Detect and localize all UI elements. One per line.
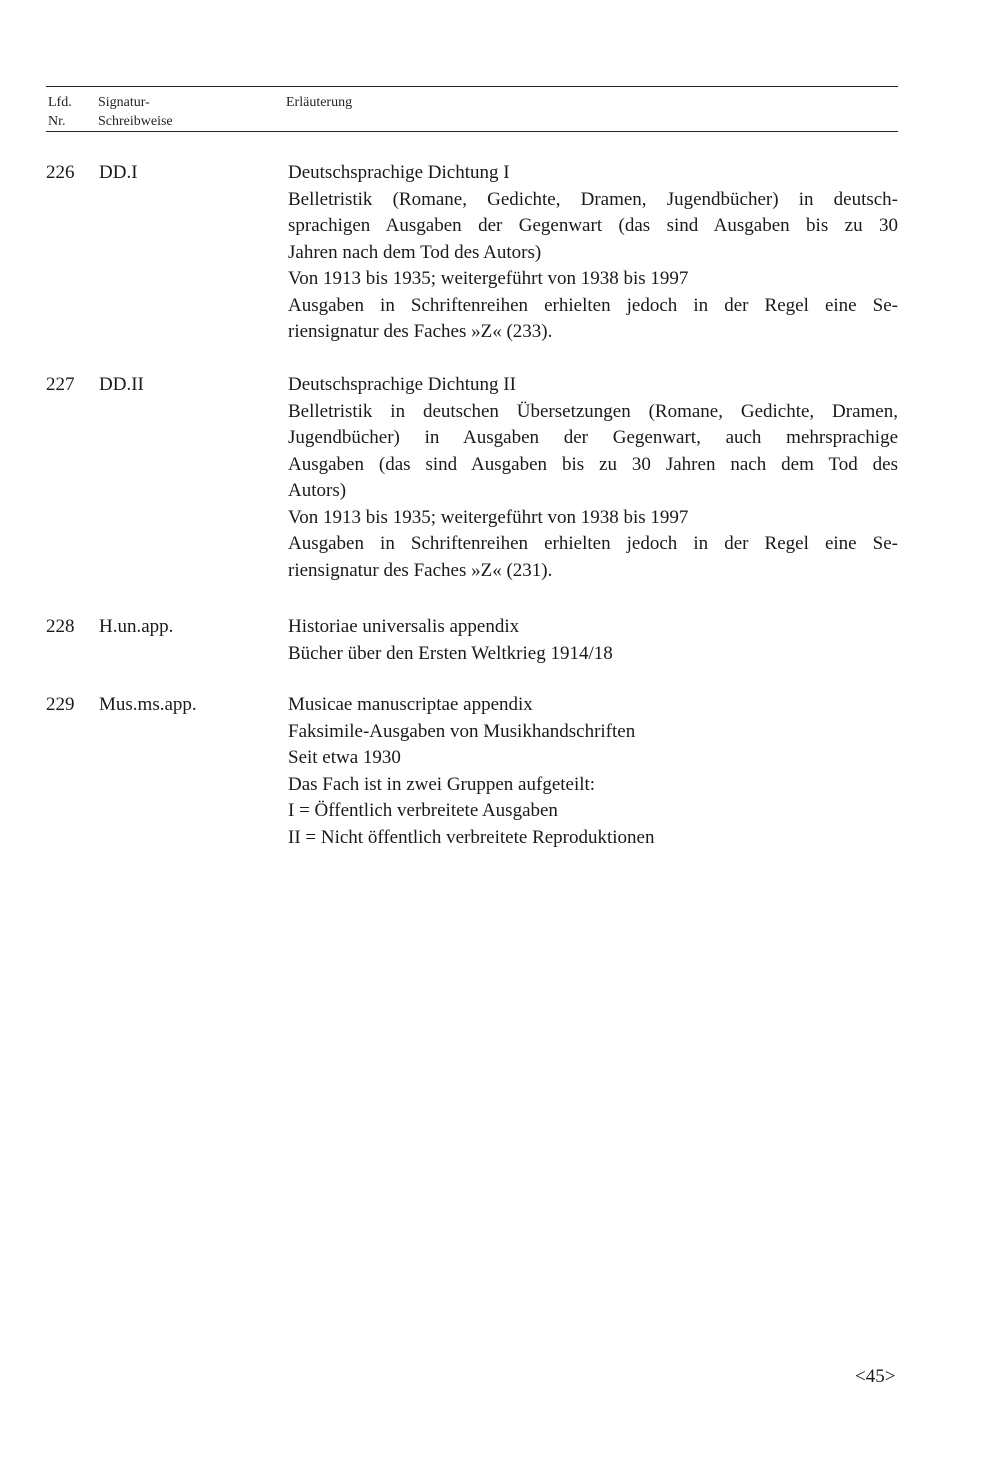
entry-signature: DD.II: [99, 374, 144, 395]
description-line: Faksimile-Ausgaben von Musikhandschriften: [288, 720, 636, 742]
header-bottom-rule: [46, 131, 898, 132]
entry-number: 229: [46, 694, 75, 715]
entry-description: [288, 160, 898, 346]
description-line: Von 1913 bis 1935; weitergeführt von 1938 bis 1997: [288, 506, 689, 528]
description-line: I = Öffentlich verbreitete Ausgaben: [288, 800, 558, 821]
description-line: sprachigen Ausgaben der Gegenwart (das sind Ausgaben bis zu 30: [288, 215, 898, 236]
entry-description: [288, 372, 898, 584]
description-line: Ausgaben in Schriftenreihen erhielten jedoch in der Regel eine Se-: [288, 294, 898, 316]
description-line: II = Nicht öffentlich verbreitete Reproduktionen: [288, 826, 655, 848]
description-line: riensignatur des Faches »Z« (233).: [288, 321, 553, 342]
page-number: <45>: [855, 1366, 896, 1387]
column-header-signature-line1: Signatur-: [98, 95, 150, 110]
description-line: Jugendbücher) in Ausgaben der Gegenwart, auch mehrsprachige: [288, 427, 898, 448]
description-line: Autors): [288, 480, 347, 501]
description-line: Bücher über den Ersten Weltkrieg 1914/18: [288, 642, 613, 664]
column-header-explanation: Erläuterung: [286, 95, 353, 110]
column-header-number-line2: Nr.: [48, 114, 66, 129]
column-header-number-line1: Lfd.: [48, 95, 72, 110]
description-line: Das Fach ist in zwei Gruppen aufgeteilt:: [288, 773, 596, 795]
description-line: Deutschsprachige Dichtung II: [288, 374, 516, 395]
entry-number: 228: [46, 616, 75, 637]
description-line: riensignatur des Faches »Z« (231).: [288, 559, 553, 581]
column-header-signature-line2: Schreibweise: [98, 114, 173, 129]
entry-number: 227: [46, 374, 75, 395]
description-line: Jahren nach dem Tod des Autors): [288, 241, 542, 263]
entry-signature: H.un.app.: [99, 616, 174, 637]
description-line: Belletristik (Romane, Gedichte, Dramen, Jugendbücher) in deutsch-: [288, 188, 898, 210]
column-header-number: [48, 93, 94, 131]
description-line: Von 1913 bis 1935; weitergeführt von 1938 bis 1997: [288, 268, 689, 289]
entry-signature: DD.I: [99, 162, 138, 183]
description-line: Ausgaben in Schriftenreihen erhielten jedoch in der Regel eine Se-: [288, 533, 898, 554]
column-header-signature: [98, 93, 238, 131]
entry-description: [288, 614, 898, 667]
header-top-rule: [46, 86, 898, 87]
entry-number: 226: [46, 162, 75, 183]
description-line: Musicae manuscriptae appendix: [288, 694, 533, 715]
description-line: Belletristik in deutschen Übersetzungen (Romane, Gedichte, Dramen,: [288, 400, 898, 422]
description-line: Deutschsprachige Dichtung I: [288, 162, 510, 183]
description-line: Historiae universalis appendix: [288, 616, 520, 637]
entry-description: [288, 692, 898, 851]
description-line: Ausgaben (das sind Ausgaben bis zu 30 Jahren nach dem Tod des: [288, 453, 898, 475]
entry-signature: Mus.ms.app.: [99, 694, 197, 715]
description-line: Seit etwa 1930: [288, 747, 401, 768]
